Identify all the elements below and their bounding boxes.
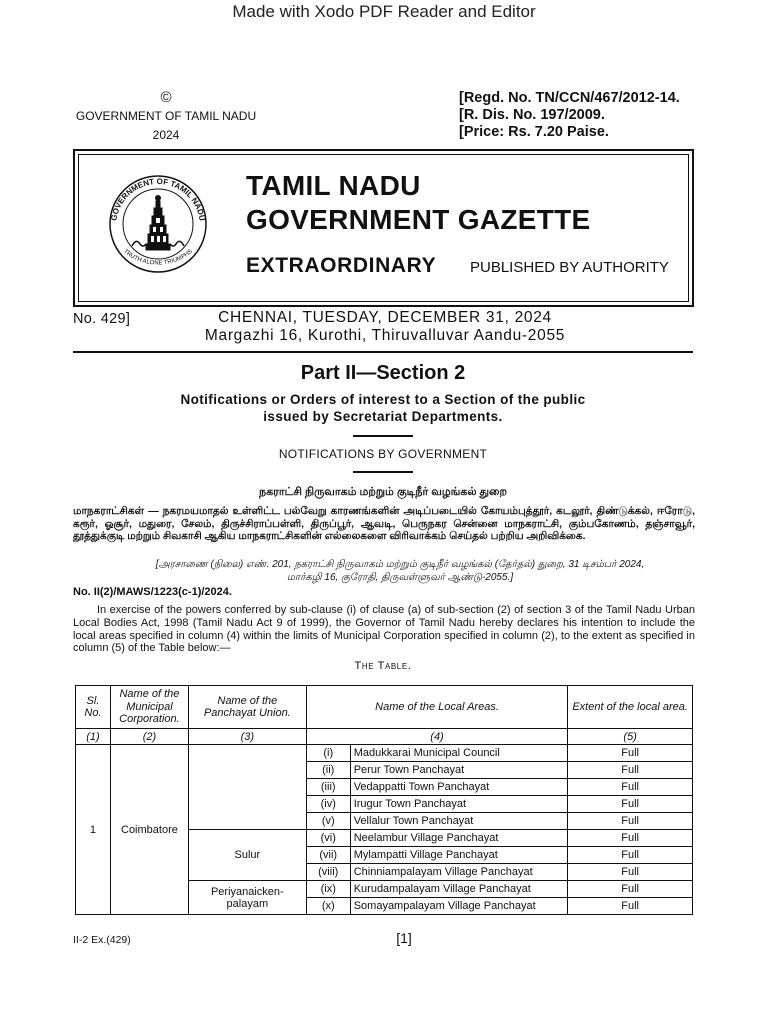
local-area-name: Irugur Town Panchayat: [350, 796, 568, 813]
row-index: (vii): [306, 847, 350, 864]
publisher-name: GOVERNMENT OF TAMIL NADU: [75, 109, 257, 123]
corporation-cell: Coimbatore: [110, 745, 188, 915]
local-area-name: Vedappatti Town Panchayat: [350, 779, 568, 796]
extent-value: Full: [568, 762, 693, 779]
row-index: (v): [306, 813, 350, 830]
short-divider: [353, 471, 413, 473]
registration-block: [459, 90, 680, 141]
row-index: (x): [306, 898, 350, 915]
section-divider: [73, 351, 693, 353]
extent-value: Full: [568, 898, 693, 915]
gazette-title-line1: TAMIL NADU: [246, 170, 421, 201]
sl-no-cell: 1: [76, 745, 111, 915]
regd-line: [Regd. No. TN/CCN/467/2012-14.: [459, 90, 680, 106]
government-order-reference: [150, 558, 650, 584]
extent-value: Full: [568, 796, 693, 813]
publisher-block: [72, 88, 260, 145]
row-index: (ii): [306, 762, 350, 779]
reference-line: [அரசாணை (நிலை) எண். 201, நகராட்சி நிருவாகம் மற்றும் குடிநீர் வழங்கல் (தேர்தல்) துறை, 31 டிசம்பர் 2024,: [155, 559, 645, 570]
regd-line: [Price: Rs. 7.20 Paise.: [459, 124, 609, 140]
union-cell-empty: [188, 745, 306, 830]
table-caption: The Table.: [354, 660, 412, 672]
svg-text:TRUTH ALONE TRIUMPHS: TRUTH ALONE TRIUMPHS: [122, 248, 194, 267]
watermark-banner: Made with Xodo PDF Reader and Editor: [232, 2, 536, 21]
extent-value: Full: [568, 745, 693, 762]
table-header-row: [76, 686, 693, 729]
copyright-symbol: ©: [160, 89, 172, 106]
row-index: (iii): [306, 779, 350, 796]
local-area-name: Neelambur Village Panchayat: [350, 830, 568, 847]
extent-value: Full: [568, 847, 693, 864]
header-corporation: Name of the Municipal Corporation.: [110, 686, 188, 729]
extent-value: Full: [568, 830, 693, 847]
notification-paragraph: In exercise of the powers conferred by sub-clause (i) of clause (a) of sub-section (2) of section 3 of the Tamil Nadu Urban Local Bodies Act, 1998 (Tamil Nadu Act 9 of 1999), the Governor of Tamil Nadu hereby declares his intention to include the local areas specified in column (4) within the limits of Municipal Corporation specified in column (2), to the extent as specified in column (5) of the Table below:—: [73, 604, 695, 655]
local-areas-table: [75, 685, 693, 915]
column-number: (5): [568, 729, 693, 745]
local-area-name: Somayampalayam Village Panchayat: [350, 898, 568, 915]
gazette-title-line2: GOVERNMENT GAZETTE: [246, 204, 591, 235]
issue-dateline: [160, 309, 610, 345]
union-cell-sulur: Sulur: [188, 830, 306, 881]
footer-code: II-2 Ex.(429): [73, 934, 131, 946]
published-by-label: PUBLISHED BY AUTHORITY: [470, 259, 669, 276]
extent-value: Full: [568, 779, 693, 796]
column-number: (3): [188, 729, 306, 745]
date-tamil-calendar: Margazhi 16, Kurothi, Thiruvalluvar Aandu-2055: [204, 327, 566, 344]
local-area-name: Perur Town Panchayat: [350, 762, 568, 779]
extent-value: Full: [568, 864, 693, 881]
union-cell-periyanaickenpalayam: Periyanaicken-palayam: [188, 881, 306, 915]
part-title: Part II—Section 2: [300, 362, 466, 384]
part-subtitle-line: issued by Secretariat Departments.: [263, 409, 503, 424]
local-area-name: Vellalur Town Panchayat: [350, 813, 568, 830]
header-extent: Extent of the local area.: [568, 686, 693, 729]
issue-number: No. 429]: [73, 311, 131, 327]
row-index: (iv): [306, 796, 350, 813]
date-english: CHENNAI, TUESDAY, DECEMBER 31, 2024: [218, 309, 552, 326]
column-number-row: [76, 729, 693, 745]
part-subtitle: [120, 391, 646, 425]
edition-label: EXTRAORDINARY: [246, 254, 437, 277]
column-number: (4): [306, 729, 568, 745]
row-index: (viii): [306, 864, 350, 881]
local-area-name: Kurudampalayam Village Panchayat: [350, 881, 568, 898]
svg-text:GOVERNMENT OF TAMIL NADU: GOVERNMENT OF TAMIL NADU: [109, 176, 207, 222]
header-panchayat-union: Name of the Panchayat Union.: [188, 686, 306, 729]
header-sl-no: Sl. No.: [76, 686, 111, 729]
table-row: [76, 745, 693, 762]
part-subtitle-line: Notifications or Orders of interest to a Section of the public: [180, 392, 586, 407]
row-index: (vi): [306, 830, 350, 847]
row-index: (ix): [306, 881, 350, 898]
row-index: (i): [306, 745, 350, 762]
go-number: No. II(2)/MAWS/1223(c-1)/2024.: [73, 586, 232, 598]
notifications-heading: NOTIFICATIONS BY GOVERNMENT: [278, 447, 488, 461]
extent-value: Full: [568, 813, 693, 830]
local-area-name: Mylampatti Village Panchayat: [350, 847, 568, 864]
page-number: [1]: [396, 930, 412, 946]
extent-value: Full: [568, 881, 693, 898]
state-emblem-logo: [102, 168, 214, 280]
department-heading-tamil: நகராட்சி நிருவாகம் மற்றும் குடிநீர் வழங்கல் துறை: [259, 486, 507, 498]
notification-summary-tamil: மாநகராட்சிகள் — நகரமயமாதல் உள்ளிட்ட பல்வேறு காரணங்களின் அடிப்படையில் கோயம்புத்தூர், கடலூர், திண்டுக்கல், ஈரோடு, கரூர், ஓசூர், மதுரை, சேலம், திருச்சிராப்பள்ளி, திருப்பூர், ஆவடி, பெருநகர சென்னை மாநகராட்சி, கும்பகோணம், தஞ்சாவூர், தூத்துக்குடி மற்றும் சிவகாசி ஆகிய மாநகராட்சிகளின் எல்லைகளை விரிவாக்கம் செய்தல் பற்றிய அறிவிக்கை.: [73, 505, 695, 542]
reference-line: மார்கழி 16, குரோதி, திருவள்ளுவர் ஆண்டு-2055.]: [286, 572, 514, 583]
publication-year: 2024: [152, 128, 180, 142]
column-number: (1): [76, 729, 111, 745]
local-area-name: Madukkarai Municipal Council: [350, 745, 568, 762]
local-area-name: Chinniampalayam Village Panchayat: [350, 864, 568, 881]
short-divider: [353, 435, 413, 437]
header-local-areas: Name of the Local Areas.: [306, 686, 568, 729]
regd-line: [R. Dis. No. 197/2009.: [459, 107, 605, 123]
column-number: (2): [110, 729, 188, 745]
